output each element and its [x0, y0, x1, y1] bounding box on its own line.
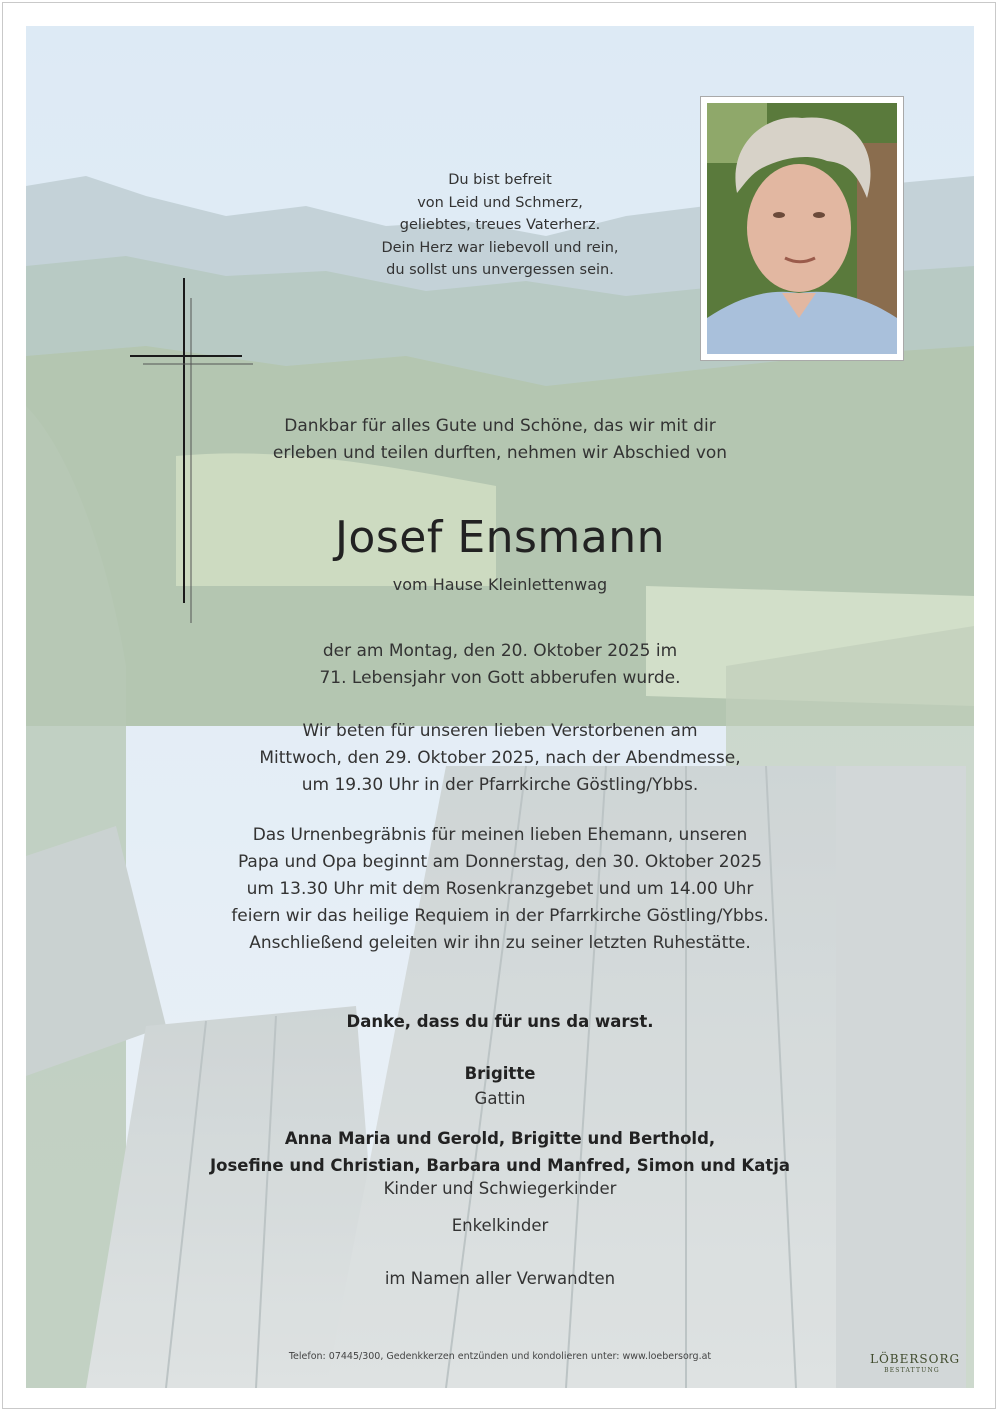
spouse-name: Brigitte [464, 1064, 536, 1083]
funeral-home-logo [870, 1352, 961, 1376]
burial-line: feiern wir das heilige Requiem in der Pfarrkirche Göstling/Ybbs. [231, 906, 769, 926]
poem [26, 169, 974, 282]
deceased-origin: vom Hause Kleinlettenwag [392, 575, 608, 594]
children-line: Anna Maria und Gerold, Brigitte und Berthold, [284, 1129, 716, 1148]
burial-line: Papa und Opa beginnt am Donnerstag, den 30. Oktober 2025 [237, 852, 763, 872]
contact-footer: Telefon: 07445/300, Gedenkkerzen entzünden und kondolieren unter: www.loebersorg.at [288, 1351, 712, 1362]
deceased-name: Josef Ensmann [334, 512, 666, 563]
burial-notice [26, 822, 974, 957]
spouse-role: Gattin [474, 1089, 526, 1108]
prayer-line: Mittwoch, den 29. Oktober 2025, nach der Abendmesse, [259, 748, 741, 768]
poem-line: Du bist befreit [448, 172, 552, 188]
intro-line: Dankbar für alles Gute und Schöne, das wir mit dir [284, 416, 716, 436]
death-line: 71. Lebensjahr von Gott abberufen wurde. [319, 668, 681, 688]
thanks-line: Danke, dass du für uns da warst. [346, 1012, 654, 1031]
poem-line: du sollst uns unvergessen sein. [386, 262, 614, 278]
prayer-line: um 19.30 Uhr in der Pfarrkirche Göstling/Ybbs. [301, 775, 699, 795]
burial-line: Das Urnenbegräbnis für meinen lieben Ehemann, unseren [252, 825, 748, 845]
poem-line: geliebtes, treues Vaterherz. [399, 217, 601, 233]
logo-brand: LÖBERSORG [870, 1352, 961, 1366]
poem-line: Dein Herz war liebevoll und rein, [381, 239, 619, 256]
burial-line: um 13.30 Uhr mit dem Rosenkranzgebet und um 14.00 Uhr [246, 879, 754, 899]
burial-line: Anschließend geleiten wir ihn zu seiner letzten Ruhestätte. [249, 933, 751, 953]
children-line: Josefine und Christian, Barbara und Manfred, Simon und Katja [209, 1156, 791, 1175]
death-notice [26, 638, 974, 692]
relatives: im Namen aller Verwandten [384, 1269, 616, 1288]
death-line: der am Montag, den 20. Oktober 2025 im [322, 641, 678, 661]
farewell-intro [26, 413, 974, 467]
children-role: Kinder und Schwiegerkinder [383, 1179, 617, 1198]
poem-line: von Leid und Schmerz, [417, 194, 583, 211]
children-names [26, 1125, 974, 1179]
logo-sub: BESTATTUNG [884, 1367, 940, 1374]
intro-line: erleben und teilen durften, nehmen wir Abschied von [272, 443, 728, 463]
prayer-notice [26, 718, 974, 799]
prayer-line: Wir beten für unseren lieben Verstorbenen am [302, 721, 698, 741]
grandchildren: Enkelkinder [451, 1216, 549, 1235]
